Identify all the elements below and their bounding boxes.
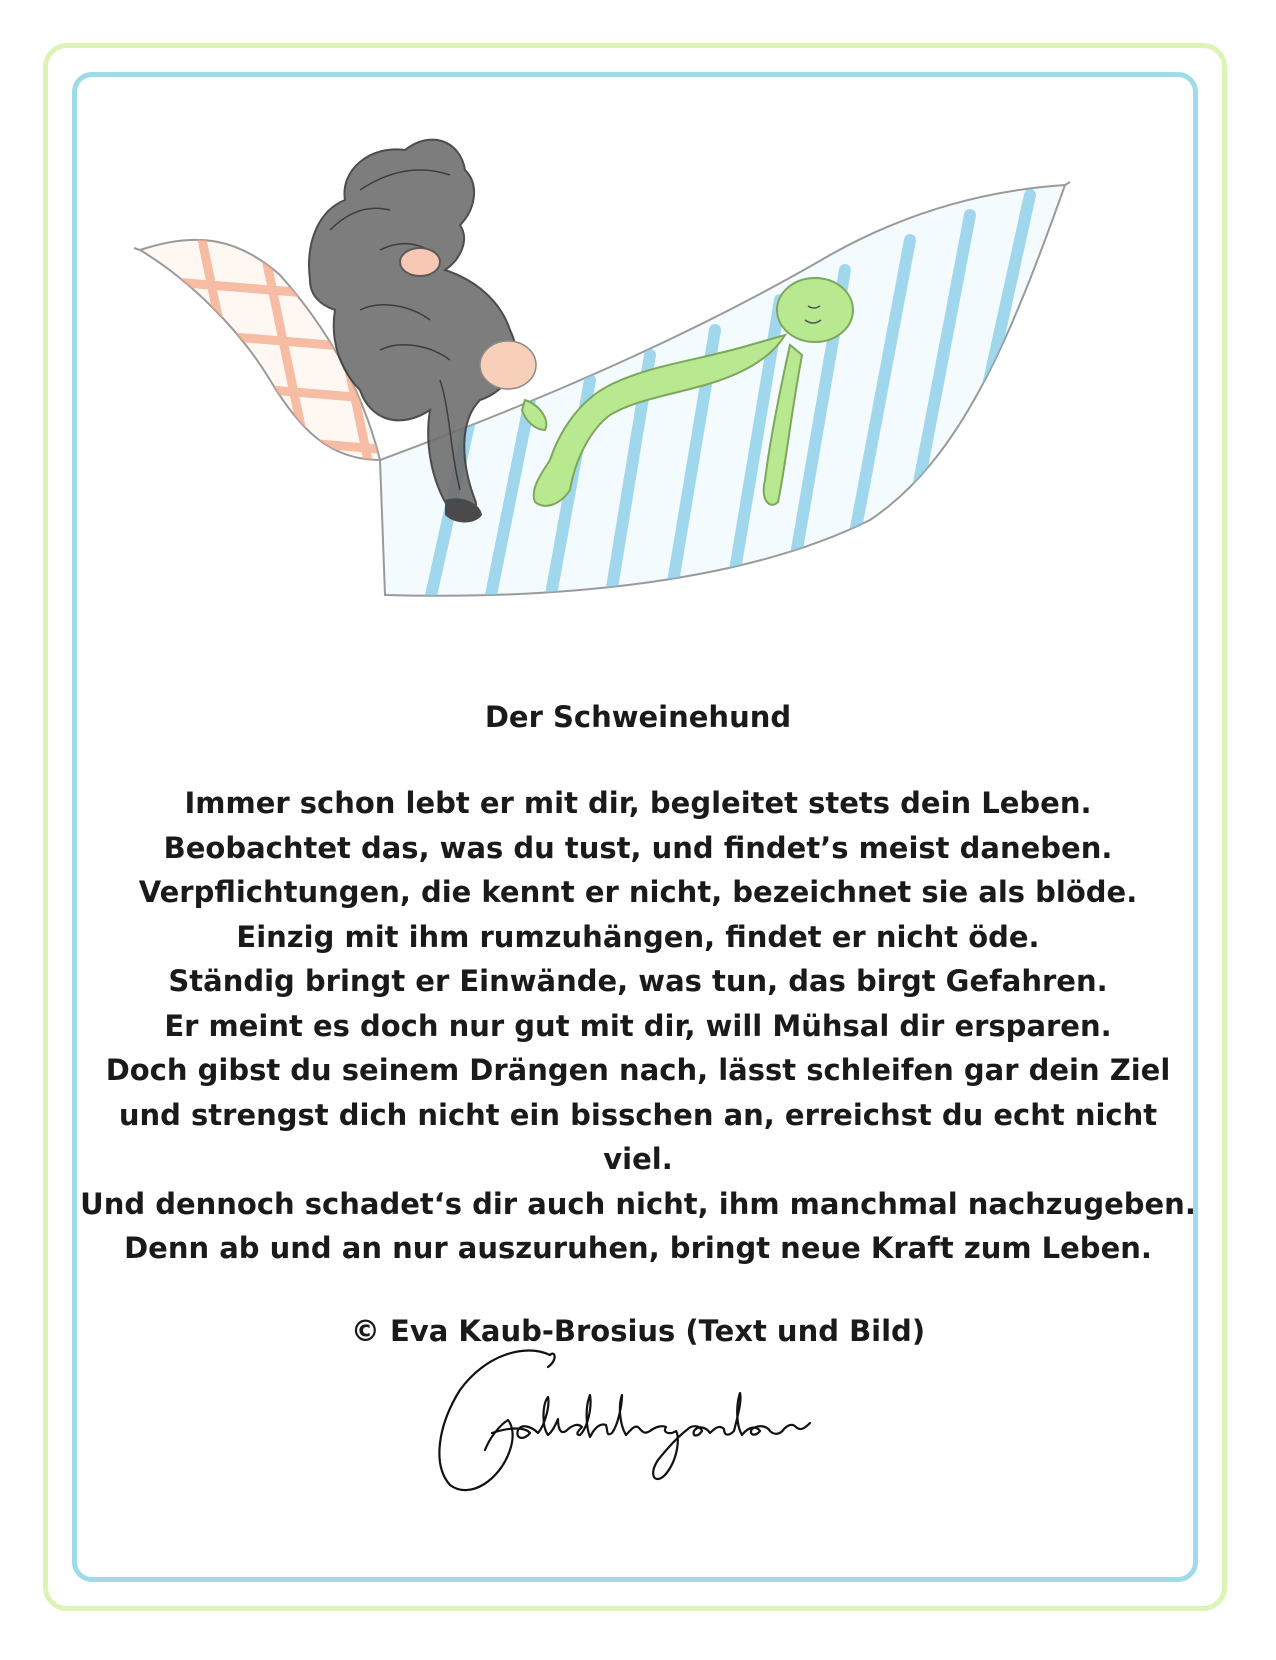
poem-line: Ständig bringt er Einwände, was tun, das birgt Gefahren. [168,964,1108,998]
poem-line: Beobachtet das, was du tust, und findet’s meist daneben. [163,830,1113,865]
poem-line: Doch gibst du seinem Drängen nach, lässt schleifen gar dein Ziel [105,1053,1171,1087]
poem-title: Der Schweinehund [484,700,792,734]
poem-line: Verpflichtungen, die kennt er nicht, bezeichnet sie als blöde. [138,875,1138,909]
poem-line: und strengst dich nicht ein bisschen an, erreichst du echt nicht viel. [118,1097,1158,1176]
gedichtezauber-signature-logo [430,1345,830,1495]
poem-line: Denn ab und an nur auszuruhen, bringt neue Kraft zum Leben. [124,1231,1152,1265]
poem-stanza [80,781,1196,1271]
poem-line: Er meint es doch nur gut mit dir, will Mühsal dir ersparen. [164,1008,1112,1043]
hammock-illustration [130,130,1150,650]
copyright-credit: © Eva Kaub-Brosius (Text und Bild) [350,1313,926,1348]
poem-line: Und dennoch schadet‘s dir auch nicht, ihm manchmal nachzugeben. [80,1186,1196,1221]
poem-line: Immer schon lebt er mit dir, begleitet stets dein Leben. [184,786,1092,820]
poem-block [80,695,1196,1353]
poem-line: Einzig mit ihm rumzuhängen, findet er nicht öde. [236,919,1040,954]
